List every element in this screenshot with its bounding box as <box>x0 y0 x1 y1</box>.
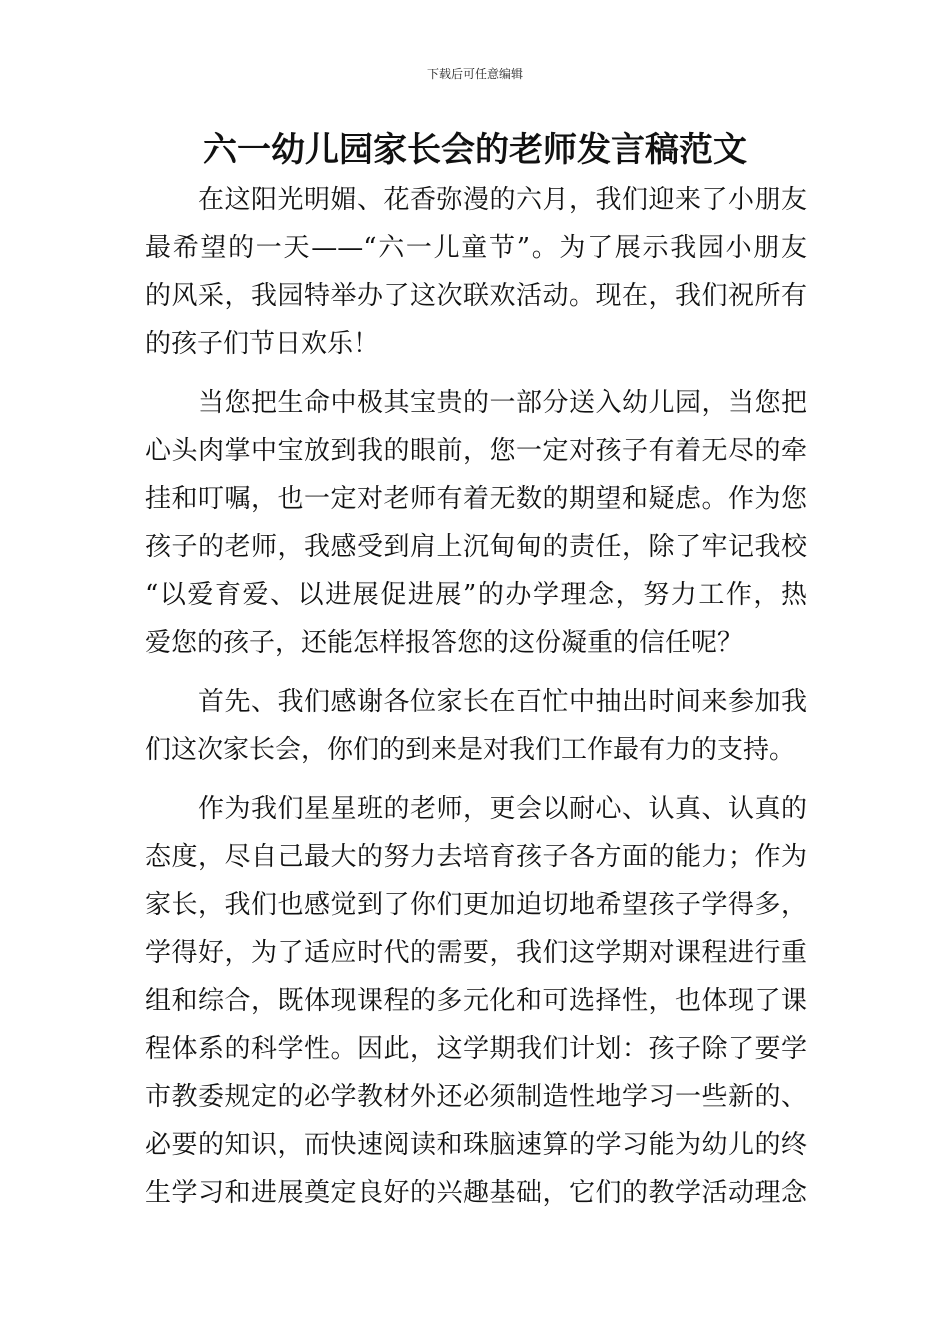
text-line: 的风采，我园特举办了这次联欢活动。现在，我们祝所有 <box>145 281 807 311</box>
paragraph <box>145 379 807 667</box>
text-line: 学得好，为了适应时代的需要，我们这学期对课程进行重 <box>145 938 807 968</box>
paragraph <box>145 678 807 774</box>
text-line: 组和综合，既体现课程的多元化和可选择性，也体现了课 <box>145 986 807 1016</box>
text-line: 必要的知识，而快速阅读和珠脑速算的学习能为幼儿的终 <box>145 1130 807 1160</box>
text-line: 作为我们星星班的老师，更会以耐心、认真、认真的 <box>198 794 807 824</box>
document-body <box>145 176 807 1217</box>
text-line: 孩子的老师，我感受到肩上沉甸甸的责任，除了牢记我校 <box>145 532 807 562</box>
text-line: 生学习和进展奠定良好的兴趣基础，它们的教学活动理念 <box>145 1178 807 1208</box>
text-line: 家长，我们也感觉到了你们更加迫切地希望孩子学得多， <box>145 890 807 920</box>
text-line: 们这次家长会，你们的到来是对我们工作最有力的支持。 <box>145 735 796 765</box>
text-line: 的孩子们节日欢乐！ <box>145 329 380 359</box>
paragraph <box>145 176 807 368</box>
text-line: 爱您的孩子，还能怎样报答您的这份凝重的信任呢？ <box>145 628 744 658</box>
text-line: 市教委规定的必学教材外还必须制造性地学习一些新的、 <box>145 1082 807 1112</box>
text-line: 态度，尽自己最大的努力去培育孩子各方面的能力；作为 <box>145 842 807 872</box>
text-line: 心头肉掌中宝放到我的眼前，您一定对孩子有着无尽的牵 <box>145 436 807 466</box>
text-line: 程体系的科学性。因此，这学期我们计划：孩子除了要学 <box>145 1034 807 1064</box>
text-line: 最希望的一天——“六一儿童节”。为了展示我园小朋友 <box>145 233 807 263</box>
header-note: 下载后可任意编辑 <box>426 67 523 81</box>
text-line: 首先、我们感谢各位家长在百忙中抽出时间来参加我 <box>198 687 807 717</box>
text-line: 当您把生命中极其宝贵的一部分送入幼儿园，当您把 <box>198 388 807 418</box>
paragraph <box>145 785 807 1217</box>
text-line: 挂和叮嘱，也一定对老师有着无数的期望和疑虑。作为您 <box>145 484 807 514</box>
text-line: “以爱育爱、以进展促进展”的办学理念，努力工作，热 <box>145 580 807 610</box>
text-line: 在这阳光明媚、花香弥漫的六月，我们迎来了小朋友 <box>198 185 807 215</box>
document-title: 六一幼儿园家长会的老师发言稿范文 <box>203 130 747 170</box>
